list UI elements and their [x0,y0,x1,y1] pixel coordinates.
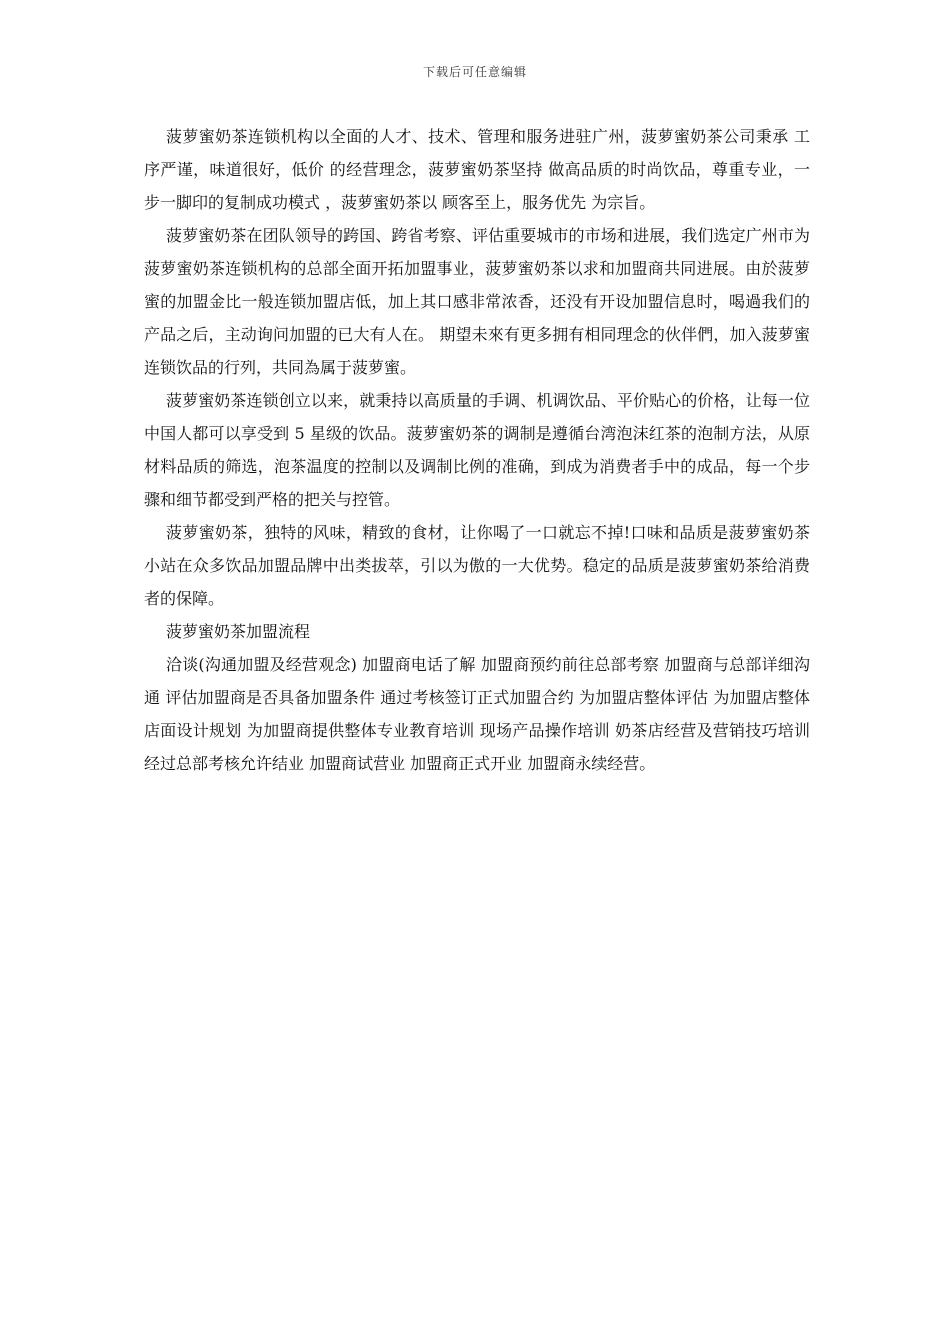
paragraph-flavor: 菠萝蜜奶茶，独特的风味，精致的食材，让你喝了一口就忘不掉!口味和品质是菠萝蜜奶茶小站在众多饮品加盟品牌中出类拔萃，引以为傲的一大优势。稳定的品质是菠萝蜜奶茶给消费者的保障。 [144,523,810,608]
paragraph-franchise-steps: 洽谈(沟通加盟及经营观念) 加盟商电话了解 加盟商预约前往总部考察 加盟商与总部详细沟通 评估加盟商是否具备加盟条件 通过考核签订正式加盟合约 为加盟店整体评估 为加盟店整体店面设计规划 为加盟商提供整体专业教育培训 现场产品操作培训 奶茶店经营及营销技巧培训 经过总部考核允许结业 加盟商试营业 加盟商正式开业 加盟商永续经营。 [144,655,810,773]
paragraph-expansion: 菠萝蜜奶茶在团队领导的跨国、跨省考察、评估重要城市的市场和进展，我们选定广州市为菠萝蜜奶茶连锁机构的总部全面开拓加盟事业，菠萝蜜奶茶以求和加盟商共同进展。由於菠萝蜜的加盟金比一般连锁加盟店低，加上其口感非常浓香，还没有开设加盟信息时，喝過我们的产品之后，主动询问加盟的已大有人在。 期望未來有更多拥有相同理念的伙伴們，加入菠萝蜜连锁饮品的行列，共同為属于菠萝蜜。 [144,226,810,377]
paragraph-intro: 菠萝蜜奶茶连锁机构以全面的人才、技术、管理和服务进驻广州，菠萝蜜奶茶公司秉承 工序严谨，味道很好，低价 的经营理念，菠萝蜜奶茶坚持 做高品质的时尚饮品，尊重专业，一步一脚印的复制成功模式 ，菠萝蜜奶茶以 顾客至上，服务优先 为宗旨。 [144,127,810,212]
document-body [144,120,810,780]
paragraph-quality: 菠萝蜜奶茶连锁创立以来，就秉持以高质量的手调、机调饮品、平价贴心的价格，让每一位中国人都可以享受到 5 星级的饮品。菠萝蜜奶茶的调制是遵循台湾泡沫红茶的泡制方法，从原材料品质的筛选，泡茶温度的控制以及调制比例的准确，到成为消费者手中的成品，每一个步骤和细节都受到严格的把关与控管。 [144,391,810,509]
page-header: 下载后可任意编辑 [422,65,527,79]
section-heading-franchise-process: 菠萝蜜奶茶加盟流程 [166,622,311,641]
